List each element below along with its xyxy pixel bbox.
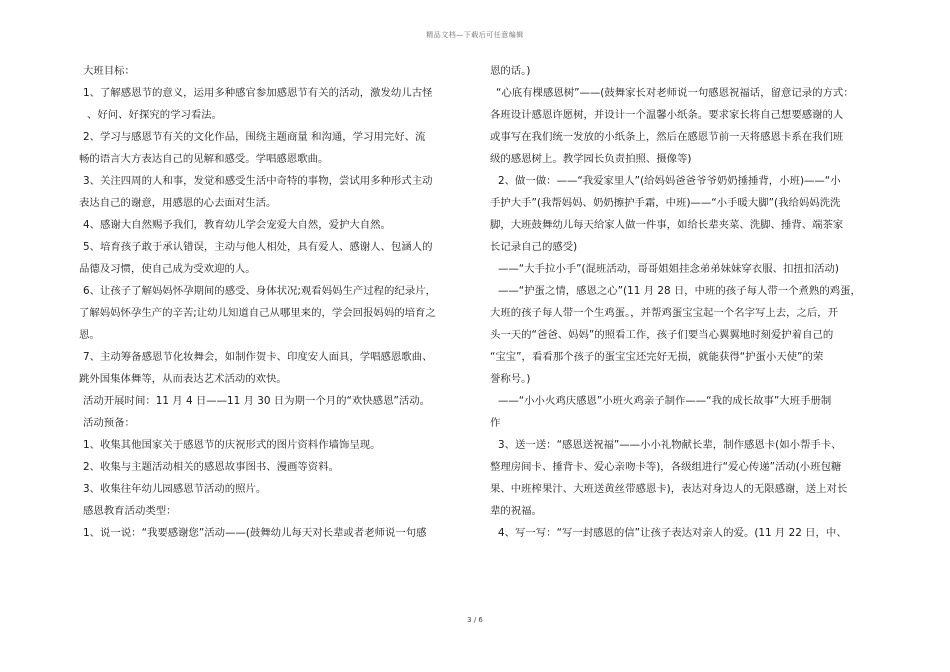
text-line: 头一天的“爸爸、妈妈”的照看工作，孩子们要当心翼翼地时刻爱护着自己的 [490, 329, 834, 341]
text-line: 恩。 [79, 329, 100, 341]
text-line: 5、培育孩子敢于承认错误，主动与他人相处，具有爱人、感谢人、包涵人的 [83, 241, 433, 253]
text-line: 了解妈妈怀孕生产的辛苦;让幼儿知道自己从哪里来的，学会回报妈妈的培育之 [79, 307, 436, 319]
page-number: 3 / 6 [467, 616, 483, 624]
text-line: 畅的语言大方表达自己的见解和感受。学唱感恩歌曲。 [79, 153, 329, 165]
text-line: 级的感恩树上。教学园长负责拍照、摄像等) [490, 153, 692, 165]
right-column [490, 60, 874, 544]
text-line: 1、了解感恩节的意义，运用多种感官参加感恩节有关的活动，激发幼儿古怪 [83, 87, 433, 99]
page-header: 精品文档—下载后可任意编辑 [426, 31, 524, 39]
text-line: 感恩教育活动类型： [83, 505, 177, 517]
text-line: 品德及习惯，使自己成为受欢迎的人。 [79, 263, 256, 275]
text-line: “心底有棵感恩树”——(鼓舞家长对老师说一句感恩祝福话，留意记录的方式： [496, 87, 854, 99]
text-line: 手护大手”(我帮妈妈、奶奶擦护手霜，中班)——“小手暖大脚”(我给妈妈洗洗 [490, 197, 841, 209]
text-line: 长记录自己的感受) [490, 241, 578, 253]
text-line: 6、让孩子了解妈妈怀孕期间的感受、身体状况;观看妈妈生产过程的纪录片， [83, 285, 436, 297]
text-line: 跳外国集体舞等，从而表达艺术活动的欢快。 [79, 373, 287, 385]
text-line: 4、感谢大自然赐予我们，教育幼儿学会宠爱大自然，爱护大自然。 [83, 219, 391, 231]
text-line: ——“小小火鸡庆感恩”小班火鸡亲子制作——“我的成长故事”大班手册制 [498, 395, 832, 407]
text-line: 2、学习与感恩节有关的文化作品，围绕主题商量 和沟通，学习用完好、流 [83, 131, 426, 143]
text-line: 活动预备： [83, 417, 135, 429]
text-line: 恩的话。) [490, 65, 531, 77]
text-line: 果、中班榨果汁、大班送黄丝带感恩卡)，表达对身边人的无限感谢，送上对长 [490, 483, 848, 495]
text-line: 4、写一写：“写一封感恩的信”让孩子表达对亲人的爱。(11 月 22 日，中、 [498, 527, 847, 539]
text-line: 3、送一送：“感恩送祝福”——小小礼物献长辈，制作感恩卡(如小帮手卡、 [498, 439, 842, 451]
text-line: ——“护蛋之情，感恩之心”(11 月 28 日，中班的孩子每人带一个煮熟的鸡蛋， [498, 285, 861, 297]
text-line: 表达自己的谢意，用感恩的心去面对生活。 [79, 197, 277, 209]
text-line: “宝宝”，看看那个孩子的蛋宝宝还完好无损，就能获得“护蛋小天使”的荣 [490, 351, 824, 363]
text-line: 大班目标： [83, 65, 135, 77]
text-line: 2、收集与主题活动相关的感恩故事图书、漫画等资料。 [83, 461, 339, 473]
text-line: 活动开展时间：11 月 4 日——11 月 30 日为期一个月的“欢快感恩”活动。 [83, 395, 431, 407]
text-line: 各班设计感恩许愿树，并设计一个温馨小纸条。要求家长将自己想要感谢的人 [490, 109, 844, 121]
text-line: 辈的祝福。 [490, 505, 542, 517]
text-line: 或事写在我们统一发放的小纸条上，然后在感恩节前一天将感恩卡系在我们班 [490, 131, 844, 143]
text-line: 作 [490, 417, 501, 429]
text-line: 3、收集往年幼儿园感恩节活动的照片。 [83, 483, 267, 495]
left-column [79, 60, 467, 544]
text-line: 整理房间卡、捶背卡、爱心亲吻卡等)，各级组进行“爱心传递”活动(小班包糖 [490, 461, 842, 473]
text-line: 脚，大班鼓舞幼儿每天给家人做一件事，如给长辈夹菜、洗脚、捶背、端茶家 [490, 219, 844, 231]
text-line: 、好问、好探究的学习看法。 [87, 109, 223, 121]
text-line: 7、主动筹备感恩节化妆舞会，如制作贺卡、印度安人面具，学唱感恩歌曲、 [83, 351, 433, 363]
text-line: 1、收集其他国家关于感恩节的庆祝形式的图片资料作墙饰呈现。 [83, 439, 381, 451]
text-line: 大班的孩子每人带一个生鸡蛋。，并帮鸡蛋宝宝起一个名字写上去，之后，开 [490, 307, 839, 319]
text-line: 3、关注四周的人和事，发觉和感受生活中奇特的事物，尝试用多种形式主动 [83, 175, 433, 187]
text-line: 誉称号。) [490, 373, 531, 385]
text-line: 2、做一做：——“我爱家里人”(给妈妈爸爸爷爷奶奶捶捶背，小班)——“小 [498, 175, 841, 187]
text-line: ——“大手拉小手”(混班活动，哥哥姐姐挂念弟弟妹妹穿衣服、扣扭扣活动) [498, 263, 839, 275]
text-line: 1、说一说：“我要感谢您”活动——(鼓舞幼儿每天对长辈或者老师说一句感 [83, 527, 427, 539]
